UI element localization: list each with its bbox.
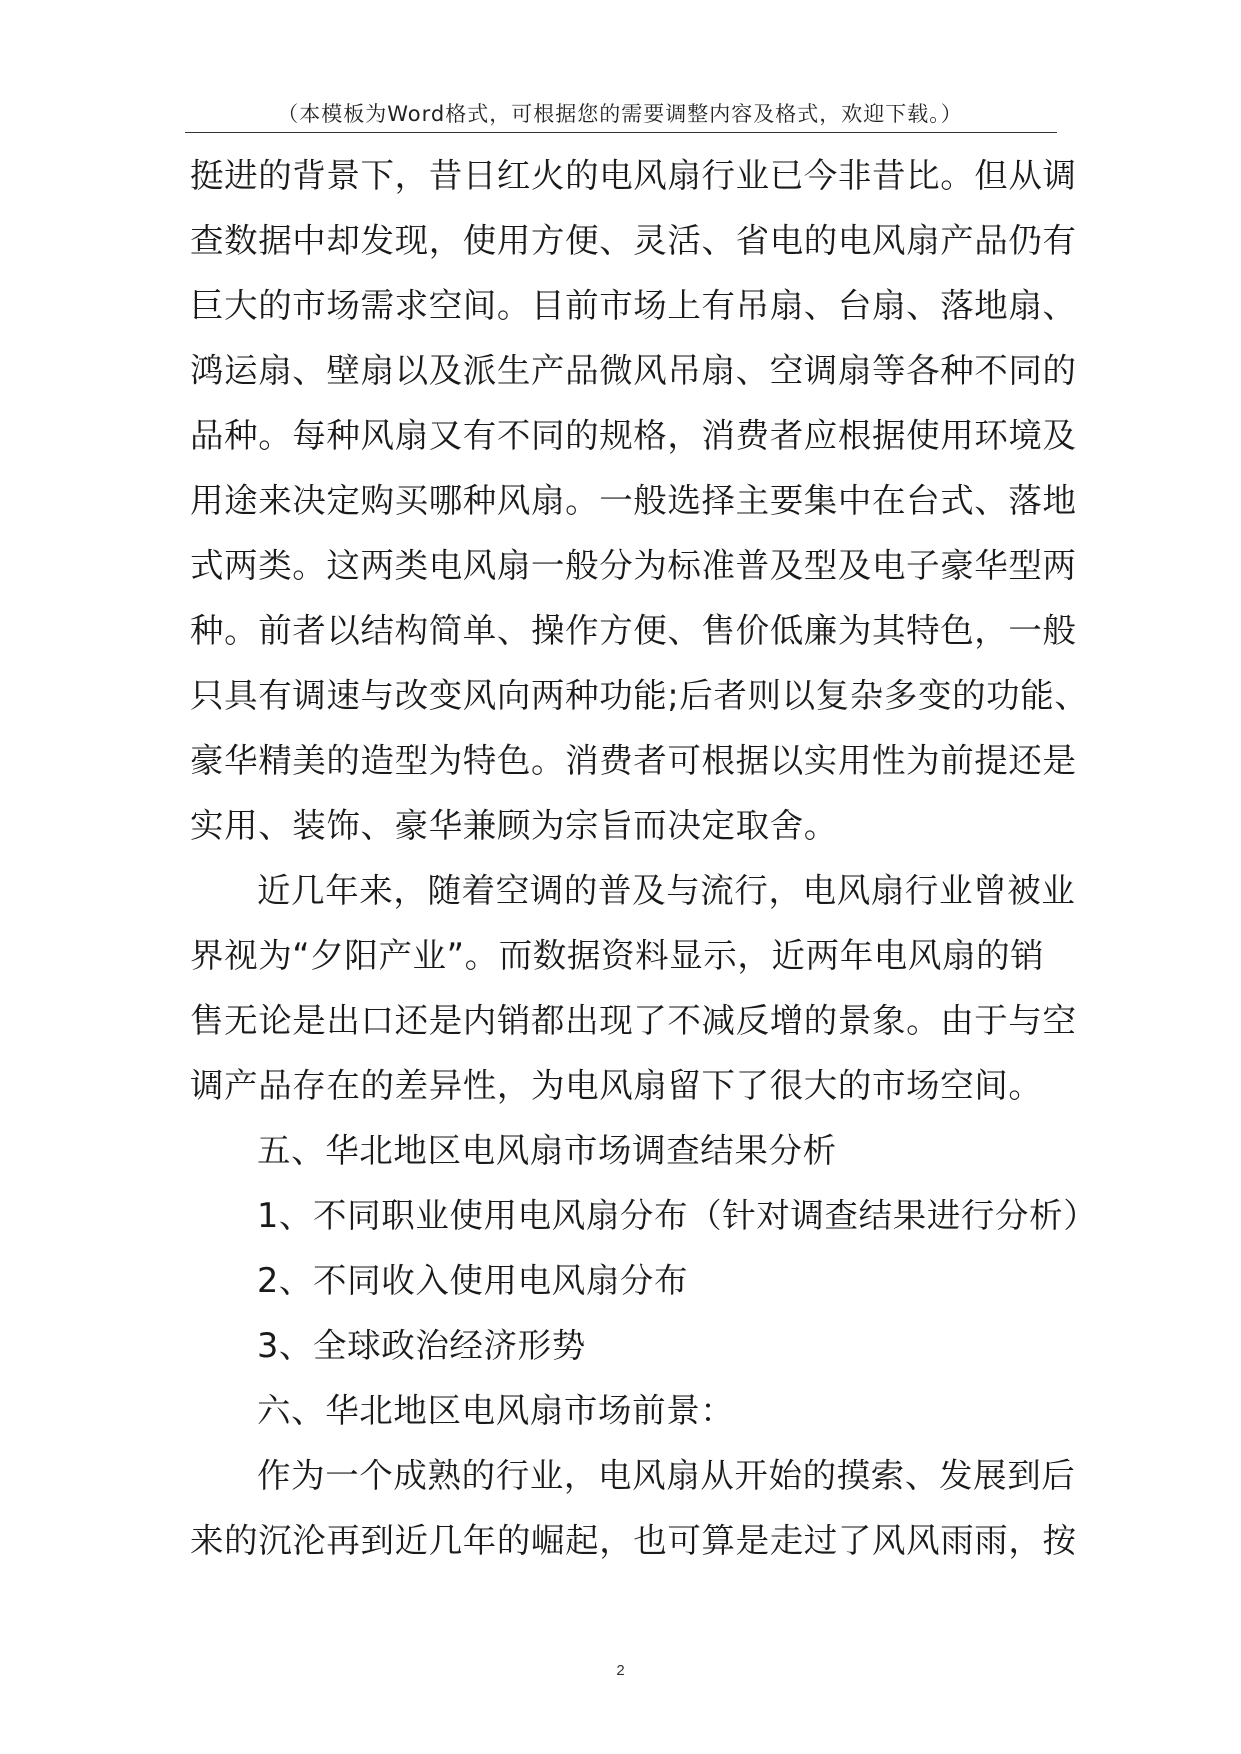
body-line: 调产品存在的差异性，为电风扇留下了很大的市场空间。	[190, 1066, 1043, 1105]
section-heading: 五、华北地区电风扇市场调查结果分析	[257, 1131, 837, 1170]
subsection-item: 3、全球政治经济形势	[257, 1326, 586, 1365]
body-line: 查数据中却发现，使用方便、灵活、省电的电风扇产品仍有	[190, 221, 1077, 260]
body-line: 品种。每种风扇又有不同的规格，消费者应根据使用环境及	[190, 416, 1077, 455]
page-number: 2	[616, 1662, 625, 1679]
body-line: 界视为“夕阳产业”。而数据资料显示，近两年电风扇的销	[190, 936, 1045, 975]
body-line: 挺进的背景下，昔日红火的电风扇行业已今非昔比。但从调	[190, 156, 1077, 195]
body-line: 实用、装饰、豪华兼顾为宗旨而决定取舍。	[190, 806, 838, 845]
body-line: 式两类。这两类电风扇一般分为标准普及型及电子豪华型两	[190, 546, 1077, 585]
subsection-item: 2、不同收入使用电风扇分布	[257, 1261, 689, 1300]
paragraph-start-line: 作为一个成熟的行业，电风扇从开始的摸索、发展到后	[257, 1456, 1076, 1495]
body-line: 售无论是出口还是内销都出现了不减反增的景象。由于与空	[190, 1001, 1077, 1040]
header-divider	[185, 132, 1057, 133]
paragraph-start-line: 近几年来，随着空调的普及与流行，电风扇行业曾被业	[257, 871, 1076, 910]
body-line: 巨大的市场需求空间。目前市场上有吊扇、台扇、落地扇、	[190, 286, 1077, 325]
body-line: 来的沉沦再到近几年的崛起，也可算是走过了风风雨雨，按	[190, 1521, 1077, 1560]
section-heading: 六、华北地区电风扇市场前景：	[257, 1391, 735, 1430]
document-body	[190, 143, 1098, 1573]
body-line: 用途来决定购买哪种风扇。一般选择主要集中在台式、落地	[190, 481, 1077, 520]
template-note-header: （本模板为Word格式，可根据您的需要调整内容及格式，欢迎下载。）	[277, 102, 963, 126]
body-line: 只具有调速与改变风向两种功能;后者则以复杂多变的功能、	[190, 676, 1089, 715]
subsection-item: 1、不同职业使用电风扇分布（针对调查结果进行分析）	[257, 1196, 1098, 1235]
body-line: 豪华精美的造型为特色。消费者可根据以实用性为前提还是	[190, 741, 1077, 780]
body-line: 鸿运扇、壁扇以及派生产品微风吊扇、空调扇等各种不同的	[190, 351, 1077, 390]
body-line: 种。前者以结构简单、操作方便、售价低廉为其特色，一般	[190, 611, 1077, 650]
